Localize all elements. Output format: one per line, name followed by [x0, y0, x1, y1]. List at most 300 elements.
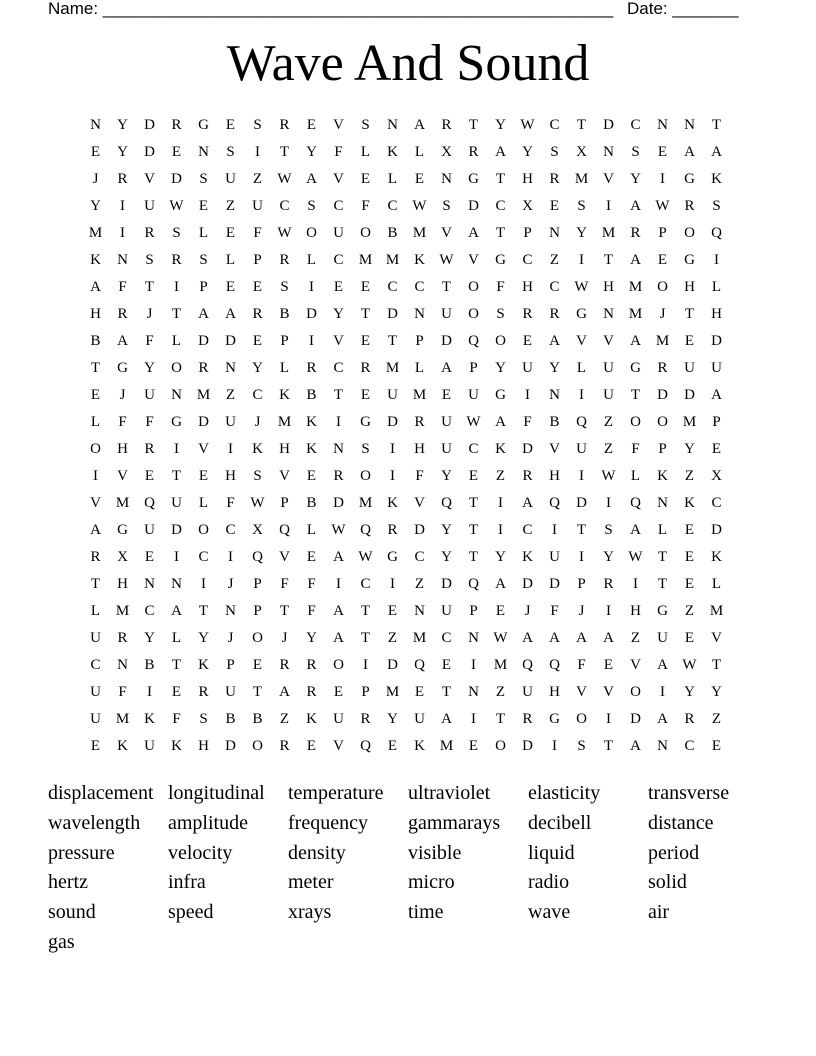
- grid-letter: D: [225, 738, 236, 754]
- grid-letter: V: [279, 468, 290, 484]
- grid-row: [82, 679, 730, 706]
- date-field-label[interactable]: Date: _______: [627, 0, 739, 18]
- grid-letter: R: [522, 711, 533, 727]
- grid-letter: M: [385, 684, 400, 700]
- grid-letter: J: [659, 306, 666, 322]
- grid-letter: Q: [360, 522, 371, 538]
- grid-letter: F: [253, 225, 262, 241]
- grid-letter: T: [252, 684, 263, 700]
- grid-letter: W: [466, 414, 481, 430]
- grid-letter: O: [252, 630, 263, 646]
- word-list-item: displacement: [48, 782, 154, 804]
- grid-letter: H: [117, 576, 128, 592]
- grid-letter: C: [333, 198, 344, 214]
- grid-letter: M: [412, 630, 427, 646]
- grid-letter: O: [576, 711, 587, 727]
- grid-letter: I: [471, 711, 476, 727]
- grid-letter: X: [117, 549, 128, 565]
- grid-letter: E: [198, 198, 209, 214]
- grid-letter: R: [414, 414, 425, 430]
- grid-letter: E: [306, 738, 317, 754]
- grid-letter: I: [120, 225, 125, 241]
- grid-letter: Y: [441, 522, 452, 538]
- grid-letter: E: [441, 657, 452, 673]
- grid-letter: L: [198, 225, 209, 241]
- grid-letter: I: [579, 387, 584, 403]
- word-list-item: visible: [408, 841, 462, 864]
- grid-letter: V: [414, 495, 425, 511]
- grid-letter: I: [255, 144, 260, 160]
- grid-letter: W: [493, 630, 508, 646]
- grid-letter: A: [333, 549, 344, 565]
- grid-letter: K: [495, 441, 506, 457]
- grid-letter: C: [90, 657, 101, 673]
- grid-letter: N: [684, 117, 695, 133]
- grid-letter: A: [630, 522, 641, 538]
- grid-letter: N: [603, 306, 614, 322]
- grid-letter: M: [493, 657, 508, 673]
- grid-letter: P: [523, 225, 532, 241]
- grid-letter: U: [711, 360, 722, 376]
- word-list-item: radio: [528, 871, 570, 894]
- grid-letter: I: [579, 252, 584, 268]
- grid-letter: Z: [252, 171, 263, 187]
- grid-letter: F: [496, 279, 505, 295]
- grid-letter: U: [90, 684, 101, 700]
- grid-letter: E: [387, 738, 398, 754]
- grid-letter: F: [307, 603, 316, 619]
- grid-letter: A: [684, 144, 695, 160]
- grid-letter: I: [120, 198, 125, 214]
- grid-letter: E: [603, 657, 614, 673]
- grid-letter: E: [657, 144, 668, 160]
- grid-letter: D: [522, 441, 533, 457]
- grid-letter: E: [360, 279, 371, 295]
- grid-letter: S: [253, 117, 262, 133]
- grid-letter: A: [90, 522, 101, 538]
- grid-letter: D: [711, 522, 722, 538]
- grid-letter: R: [522, 306, 533, 322]
- grid-letter: F: [577, 657, 586, 673]
- grid-letter: D: [387, 657, 398, 673]
- grid-letter: L: [171, 333, 182, 349]
- grid-letter: U: [549, 549, 560, 565]
- grid-letter: P: [253, 603, 262, 619]
- grid-letter: H: [414, 441, 425, 457]
- grid-letter: G: [684, 252, 695, 268]
- word-list-item: temperature: [288, 782, 384, 804]
- grid-letter: N: [117, 657, 128, 673]
- grid-letter: E: [495, 603, 506, 619]
- grid-letter: U: [468, 387, 479, 403]
- grid-letter: A: [711, 144, 722, 160]
- grid-letter: I: [606, 603, 611, 619]
- grid-letter: N: [198, 144, 209, 160]
- grid-letter: H: [522, 279, 533, 295]
- grid-letter: C: [360, 576, 371, 592]
- grid-row: [82, 247, 730, 274]
- grid-letter: E: [225, 225, 236, 241]
- grid-letter: A: [171, 603, 182, 619]
- grid-letter: I: [471, 657, 476, 673]
- grid-letter: L: [414, 144, 425, 160]
- grid-letter: G: [495, 252, 506, 268]
- grid-letter: F: [280, 576, 289, 592]
- grid-letter: U: [657, 630, 668, 646]
- grid-letter: C: [495, 198, 506, 214]
- grid-letter: R: [684, 711, 695, 727]
- grid-letter: I: [606, 198, 611, 214]
- grid-letter: A: [657, 711, 668, 727]
- grid-letter: I: [309, 279, 314, 295]
- grid-letter: O: [657, 279, 668, 295]
- word-list-item: velocity: [168, 841, 233, 864]
- grid-letter: C: [549, 117, 560, 133]
- grid-letter: S: [172, 225, 181, 241]
- grid-letter: I: [606, 495, 611, 511]
- grid-letter: Z: [495, 684, 506, 700]
- grid-letter: P: [658, 225, 667, 241]
- grid-letter: C: [711, 495, 722, 511]
- grid-letter: U: [441, 306, 452, 322]
- grid-letter: Y: [333, 306, 344, 322]
- grid-letter: D: [198, 414, 209, 430]
- grid-letter: V: [333, 333, 344, 349]
- grid-letter: K: [387, 144, 398, 160]
- grid-letter: R: [117, 630, 128, 646]
- word-list-item: density: [288, 841, 346, 864]
- grid-letter: D: [198, 333, 209, 349]
- grid-letter: H: [522, 171, 533, 187]
- grid-letter: E: [711, 441, 722, 457]
- grid-letter: A: [225, 306, 236, 322]
- grid-letter: W: [601, 468, 616, 484]
- grid-letter: W: [331, 522, 346, 538]
- grid-letter: L: [171, 630, 182, 646]
- grid-letter: V: [441, 225, 452, 241]
- grid-letter: T: [495, 225, 506, 241]
- grid-letter: R: [198, 360, 209, 376]
- grid-letter: V: [90, 495, 101, 511]
- grid-letter: O: [252, 738, 263, 754]
- grid-letter: G: [495, 387, 506, 403]
- grid-row: [82, 544, 730, 571]
- grid-letter: S: [712, 198, 721, 214]
- grid-letter: N: [90, 117, 101, 133]
- grid-letter: Q: [468, 333, 479, 349]
- grid-letter: G: [468, 171, 479, 187]
- grid-letter: G: [360, 414, 371, 430]
- grid-letter: R: [252, 306, 263, 322]
- grid-letter: Y: [117, 144, 128, 160]
- grid-letter: V: [333, 117, 344, 133]
- grid-letter: H: [198, 738, 209, 754]
- grid-letter: Q: [630, 495, 641, 511]
- grid-letter: T: [171, 657, 182, 673]
- grid-letter: T: [468, 549, 479, 565]
- grid-letter: V: [576, 333, 587, 349]
- grid-letter: D: [576, 495, 587, 511]
- grid-letter: Y: [495, 549, 506, 565]
- grid-letter: W: [358, 549, 373, 565]
- grid-letter: U: [414, 711, 425, 727]
- grid-letter: T: [360, 630, 371, 646]
- grid-letter: P: [469, 360, 478, 376]
- grid-letter: W: [250, 495, 265, 511]
- grid-letter: E: [684, 333, 695, 349]
- grid-letter: R: [117, 171, 128, 187]
- grid-letter: B: [225, 711, 236, 727]
- grid-row: [82, 733, 730, 760]
- grid-letter: T: [468, 495, 479, 511]
- grid-letter: Z: [603, 414, 614, 430]
- grid-letter: C: [387, 279, 398, 295]
- grid-letter: S: [577, 198, 586, 214]
- page-title: Wave And Sound: [226, 35, 590, 92]
- grid-letter: D: [522, 576, 533, 592]
- grid-letter: E: [711, 738, 722, 754]
- grid-letter: S: [550, 144, 559, 160]
- grid-letter: I: [228, 441, 233, 457]
- grid-letter: D: [171, 522, 182, 538]
- grid-letter: F: [145, 333, 154, 349]
- grid-letter: L: [225, 252, 236, 268]
- grid-letter: M: [385, 360, 400, 376]
- grid-letter: M: [682, 414, 697, 430]
- grid-letter: H: [684, 279, 695, 295]
- grid-row: [82, 517, 730, 544]
- grid-letter: T: [468, 522, 479, 538]
- grid-letter: G: [117, 360, 128, 376]
- grid-letter: C: [684, 738, 695, 754]
- word-list-item: distance: [648, 811, 714, 834]
- grid-letter: E: [414, 171, 425, 187]
- grid-letter: C: [549, 279, 560, 295]
- grid-letter: F: [226, 495, 235, 511]
- grid-letter: H: [90, 306, 101, 322]
- grid-letter: Y: [387, 711, 398, 727]
- grid-letter: N: [468, 684, 479, 700]
- word-list-item: amplitude: [168, 811, 248, 834]
- grid-letter: L: [279, 360, 290, 376]
- grid-letter: X: [576, 144, 587, 160]
- grid-letter: Z: [414, 576, 425, 592]
- grid-letter: N: [468, 630, 479, 646]
- grid-letter: R: [360, 360, 371, 376]
- grid-letter: E: [306, 468, 317, 484]
- grid-letter: T: [333, 387, 344, 403]
- grid-letter: E: [360, 387, 371, 403]
- grid-letter: R: [549, 171, 560, 187]
- grid-letter: T: [90, 576, 101, 592]
- grid-letter: T: [495, 711, 506, 727]
- grid-letter: E: [333, 684, 344, 700]
- grid-letter: M: [655, 333, 670, 349]
- grid-letter: C: [414, 279, 425, 295]
- grid-letter: A: [495, 144, 506, 160]
- grid-letter: I: [363, 657, 368, 673]
- grid-letter: O: [306, 225, 317, 241]
- grid-row: [82, 598, 730, 625]
- grid-letter: R: [279, 657, 290, 673]
- grid-letter: E: [684, 549, 695, 565]
- grid-letter: S: [604, 522, 613, 538]
- grid-row: [82, 706, 730, 733]
- grid-letter: E: [333, 279, 344, 295]
- grid-letter: R: [144, 225, 155, 241]
- grid-letter: N: [414, 306, 425, 322]
- grid-letter: I: [93, 468, 98, 484]
- grid-letter: I: [714, 252, 719, 268]
- grid-letter: S: [199, 252, 208, 268]
- grid-letter: Q: [279, 522, 290, 538]
- grid-letter: S: [577, 738, 586, 754]
- grid-letter: U: [603, 387, 614, 403]
- grid-letter: E: [90, 738, 101, 754]
- grid-letter: U: [603, 360, 614, 376]
- grid-letter: S: [226, 144, 235, 160]
- grid-letter: B: [387, 225, 398, 241]
- grid-letter: R: [360, 711, 371, 727]
- grid-letter: Z: [495, 468, 506, 484]
- grid-letter: K: [252, 441, 263, 457]
- grid-letter: T: [576, 117, 587, 133]
- grid-letter: Q: [441, 495, 452, 511]
- grid-letter: F: [631, 441, 640, 457]
- grid-letter: M: [115, 495, 130, 511]
- grid-letter: E: [549, 198, 560, 214]
- grid-letter: R: [279, 252, 290, 268]
- grid-letter: D: [630, 711, 641, 727]
- grid-letter: X: [252, 522, 263, 538]
- grid-letter: Z: [549, 252, 560, 268]
- grid-letter: R: [657, 360, 668, 376]
- grid-letter: V: [144, 171, 155, 187]
- grid-letter: J: [92, 171, 99, 187]
- grid-letter: Q: [576, 414, 587, 430]
- grid-letter: E: [522, 333, 533, 349]
- grid-letter: W: [574, 279, 589, 295]
- grid-letter: A: [522, 495, 533, 511]
- grid-letter: A: [549, 630, 560, 646]
- grid-letter: N: [549, 225, 560, 241]
- grid-letter: C: [441, 630, 452, 646]
- grid-letter: A: [414, 117, 425, 133]
- grid-letter: S: [631, 144, 640, 160]
- grid-letter: R: [306, 657, 317, 673]
- grid-letter: O: [495, 738, 506, 754]
- grid-letter: J: [119, 387, 126, 403]
- grid-letter: U: [333, 711, 344, 727]
- grid-letter: F: [145, 414, 154, 430]
- grid-letter: E: [414, 684, 425, 700]
- grid-row: [82, 463, 730, 490]
- grid-letter: P: [415, 333, 424, 349]
- grid-letter: L: [90, 603, 101, 619]
- grid-letter: I: [498, 495, 503, 511]
- grid-letter: B: [306, 387, 317, 403]
- grid-letter: N: [657, 117, 668, 133]
- grid-letter: P: [253, 576, 262, 592]
- grid-letter: C: [522, 522, 533, 538]
- grid-letter: Y: [252, 360, 263, 376]
- grid-letter: B: [549, 414, 560, 430]
- grid-letter: O: [333, 657, 344, 673]
- grid-letter: U: [522, 684, 533, 700]
- grid-letter: B: [252, 711, 263, 727]
- grid-letter: V: [630, 657, 641, 673]
- grid-letter: I: [147, 684, 152, 700]
- grid-row: [82, 274, 730, 301]
- grid-letter: Y: [576, 225, 587, 241]
- grid-letter: N: [225, 360, 236, 376]
- grid-letter: Y: [495, 360, 506, 376]
- grid-letter: H: [117, 441, 128, 457]
- grid-row: [82, 652, 730, 679]
- grid-letter: M: [709, 603, 724, 619]
- grid-letter: O: [495, 333, 506, 349]
- grid-letter: P: [658, 441, 667, 457]
- grid-letter: N: [441, 171, 452, 187]
- grid-letter: K: [144, 711, 155, 727]
- grid-letter: I: [579, 549, 584, 565]
- grid-letter: R: [306, 360, 317, 376]
- grid-letter: K: [387, 495, 398, 511]
- grid-letter: E: [252, 657, 263, 673]
- grid-row: [82, 220, 730, 247]
- grid-letter: U: [171, 495, 182, 511]
- grid-letter: R: [279, 117, 290, 133]
- grid-letter: C: [468, 441, 479, 457]
- grid-letter: R: [117, 306, 128, 322]
- grid-letter: J: [281, 630, 288, 646]
- grid-letter: U: [144, 738, 155, 754]
- grid-letter: Z: [279, 711, 290, 727]
- grid-letter: E: [144, 468, 155, 484]
- grid-letter: Y: [90, 198, 101, 214]
- name-field-label[interactable]: Name: ______________________________________________________: [48, 0, 614, 18]
- grid-letter: E: [90, 387, 101, 403]
- grid-letter: H: [711, 306, 722, 322]
- grid-letter: D: [468, 198, 479, 214]
- grid-letter: F: [118, 279, 127, 295]
- word-list-item: ultraviolet: [408, 782, 491, 804]
- grid-letter: F: [523, 414, 532, 430]
- grid-letter: T: [198, 603, 209, 619]
- grid-letter: L: [360, 144, 371, 160]
- grid-letter: V: [603, 171, 614, 187]
- word-list-item: frequency: [288, 811, 368, 834]
- grid-letter: N: [144, 576, 155, 592]
- grid-letter: U: [90, 630, 101, 646]
- grid-letter: A: [468, 225, 479, 241]
- grid-letter: I: [660, 171, 665, 187]
- grid-letter: D: [306, 306, 317, 322]
- grid-letter: R: [522, 468, 533, 484]
- grid-letter: M: [196, 387, 211, 403]
- grid-letter: O: [684, 225, 695, 241]
- grid-letter: M: [439, 738, 454, 754]
- grid-letter: D: [657, 387, 668, 403]
- grid-letter: L: [306, 252, 317, 268]
- grid-letter: Y: [495, 117, 506, 133]
- grid-letter: D: [441, 333, 452, 349]
- grid-letter: N: [171, 387, 182, 403]
- grid-letter: V: [117, 468, 128, 484]
- grid-letter: A: [441, 711, 452, 727]
- grid-letter: F: [361, 198, 370, 214]
- grid-letter: U: [333, 225, 344, 241]
